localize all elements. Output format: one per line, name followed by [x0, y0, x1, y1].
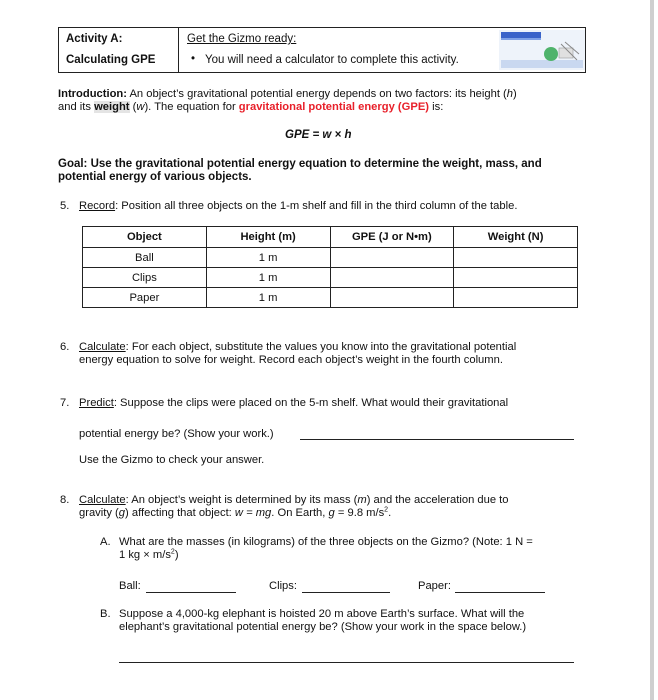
- col-header-weight: Weight (N): [454, 227, 578, 248]
- table-row: [83, 268, 578, 288]
- col-header-object: Object: [83, 227, 207, 248]
- intro-line2-b: (: [129, 101, 137, 113]
- q5-body: : Position all three objects on the 1-m shelf and fill in the third column of the table.: [115, 200, 518, 212]
- q8-g2: g: [328, 507, 335, 519]
- q8b-letter: B.: [100, 608, 111, 620]
- cell-height: 1 m: [206, 268, 330, 288]
- goal-line-1: Goal: Use the gravitational potential energy equation to determine the weight, mass, and: [58, 158, 542, 170]
- activity-label: Activity A:: [66, 33, 123, 45]
- q7-line-2: potential energy be? (Show your work.): [79, 428, 274, 440]
- q7-line-1-wrap: [79, 397, 579, 410]
- q8a-letter: A.: [100, 536, 111, 548]
- gizmo-thumbnail-icon: [499, 30, 585, 70]
- col-header-height: Height (m): [206, 227, 330, 248]
- intro-text-1: An object’s gravitational potential energy depends on two factors: its height (: [126, 88, 507, 100]
- intro-line2-d: is:: [429, 101, 444, 113]
- q7-line-1: : Suppose the clips were placed on the 5-m shelf. What would their gravitational: [113, 397, 509, 409]
- q8-g: g: [118, 507, 126, 519]
- q7-answer-line[interactable]: [300, 439, 574, 440]
- q7-label: Predict: [79, 397, 114, 409]
- bullet-icon: •: [191, 53, 196, 65]
- q8b-line-1: Suppose a 4,000-kg elephant is hoisted 20 m above Earth’s surface. What will the: [119, 608, 525, 620]
- q8-line1-b: ) and the acceleration due to: [366, 494, 509, 506]
- table-row: [83, 248, 578, 268]
- cell-gpe-input[interactable]: [330, 288, 454, 308]
- q8-line2-e: .: [388, 507, 392, 519]
- gpe-equation: GPE = w × h: [285, 129, 352, 141]
- q8a-squared: 2: [170, 548, 175, 556]
- q5-number: 5.: [60, 200, 70, 212]
- q8-text: [79, 494, 599, 520]
- q8b-text: [119, 608, 589, 634]
- activity-label-cell: [59, 28, 179, 72]
- q8-number: 8.: [60, 494, 70, 506]
- q8a-line-2: 1 kg × m/s: [119, 549, 171, 561]
- ball-mass-input[interactable]: [146, 592, 236, 593]
- paper-mass-label: Paper:: [418, 580, 451, 592]
- col-header-gpe: GPE (J or N•m): [330, 227, 454, 248]
- q8-label: Calculate: [79, 494, 126, 506]
- q8a-text: [119, 536, 589, 562]
- goal-paragraph: [58, 158, 598, 184]
- intro-text-2: ): [513, 88, 517, 100]
- q5-label: Record: [79, 200, 116, 212]
- ball-mass-label: Ball:: [119, 580, 141, 592]
- get-ready-heading: Get the Gizmo ready:: [187, 33, 297, 45]
- q8-line1-a: : An object’s weight is determined by its mass (: [125, 494, 358, 506]
- cell-weight-input[interactable]: [454, 288, 578, 308]
- intro-w: w: [136, 101, 145, 113]
- q6-number: 6.: [60, 341, 70, 353]
- intro-h: h: [506, 88, 513, 100]
- intro-line2-a: and its: [58, 101, 95, 113]
- page-edge: [650, 0, 654, 700]
- q6-line-1: : For each object, substitute the values you know into the gravitational potential: [125, 341, 517, 353]
- get-ready-bullet: You will need a calculator to complete this activity.: [205, 54, 459, 66]
- q8-line2-a: gravity (: [79, 507, 119, 519]
- q8-squared: 2: [384, 506, 389, 514]
- table-header-row: [83, 227, 578, 248]
- goal-line-2: potential energy of various objects.: [58, 171, 252, 183]
- cell-object: Ball: [83, 248, 207, 268]
- q8-line2-d: = 9.8 m/s: [334, 507, 385, 519]
- q8-w-mg: w = mg: [234, 507, 272, 519]
- q8a-line-2-end: ): [174, 549, 179, 561]
- q8-line2-b: ) affecting that object:: [125, 507, 235, 519]
- q8-line2-c: . On Earth,: [271, 507, 329, 519]
- cell-weight-input[interactable]: [454, 248, 578, 268]
- intro-weight-term: weight: [94, 101, 130, 113]
- cell-object: Clips: [83, 268, 207, 288]
- q7-line-3: Use the Gizmo to check your answer.: [79, 454, 265, 466]
- cell-height: 1 m: [206, 288, 330, 308]
- cell-height: 1 m: [206, 248, 330, 268]
- q6-text: [79, 341, 579, 367]
- cell-gpe-input[interactable]: [330, 248, 454, 268]
- clips-mass-label: Clips:: [269, 580, 297, 592]
- gpe-term: gravitational potential energy (GPE): [238, 101, 430, 113]
- table-row: [83, 288, 578, 308]
- q6-label: Calculate: [79, 341, 126, 353]
- cell-object: Paper: [83, 288, 207, 308]
- q6-line-2: energy equation to solve for weight. Record each object’s weight in the fourth column.: [79, 354, 503, 366]
- cell-weight-input[interactable]: [454, 268, 578, 288]
- cell-gpe-input[interactable]: [330, 268, 454, 288]
- q8b-answer-line[interactable]: [119, 662, 574, 663]
- intro-label: Introduction:: [58, 88, 127, 100]
- intro-paragraph: [58, 88, 598, 114]
- q8b-line-2: elephant’s gravitational potential energy be? (Show your work in the space below.): [119, 621, 527, 633]
- q8-m: m: [357, 494, 367, 506]
- activity-title: Calculating GPE: [66, 54, 156, 66]
- intro-line2-c: ). The equation for: [144, 101, 239, 113]
- q8a-line-1: What are the masses (in kilograms) of the three objects on the Gizmo? (Note: 1 N =: [119, 536, 533, 548]
- data-table: [82, 226, 578, 308]
- q5-text: [79, 200, 579, 213]
- clips-mass-input[interactable]: [302, 592, 390, 593]
- paper-mass-input[interactable]: [455, 592, 545, 593]
- activity-header: [58, 27, 586, 73]
- q7-number: 7.: [60, 397, 70, 409]
